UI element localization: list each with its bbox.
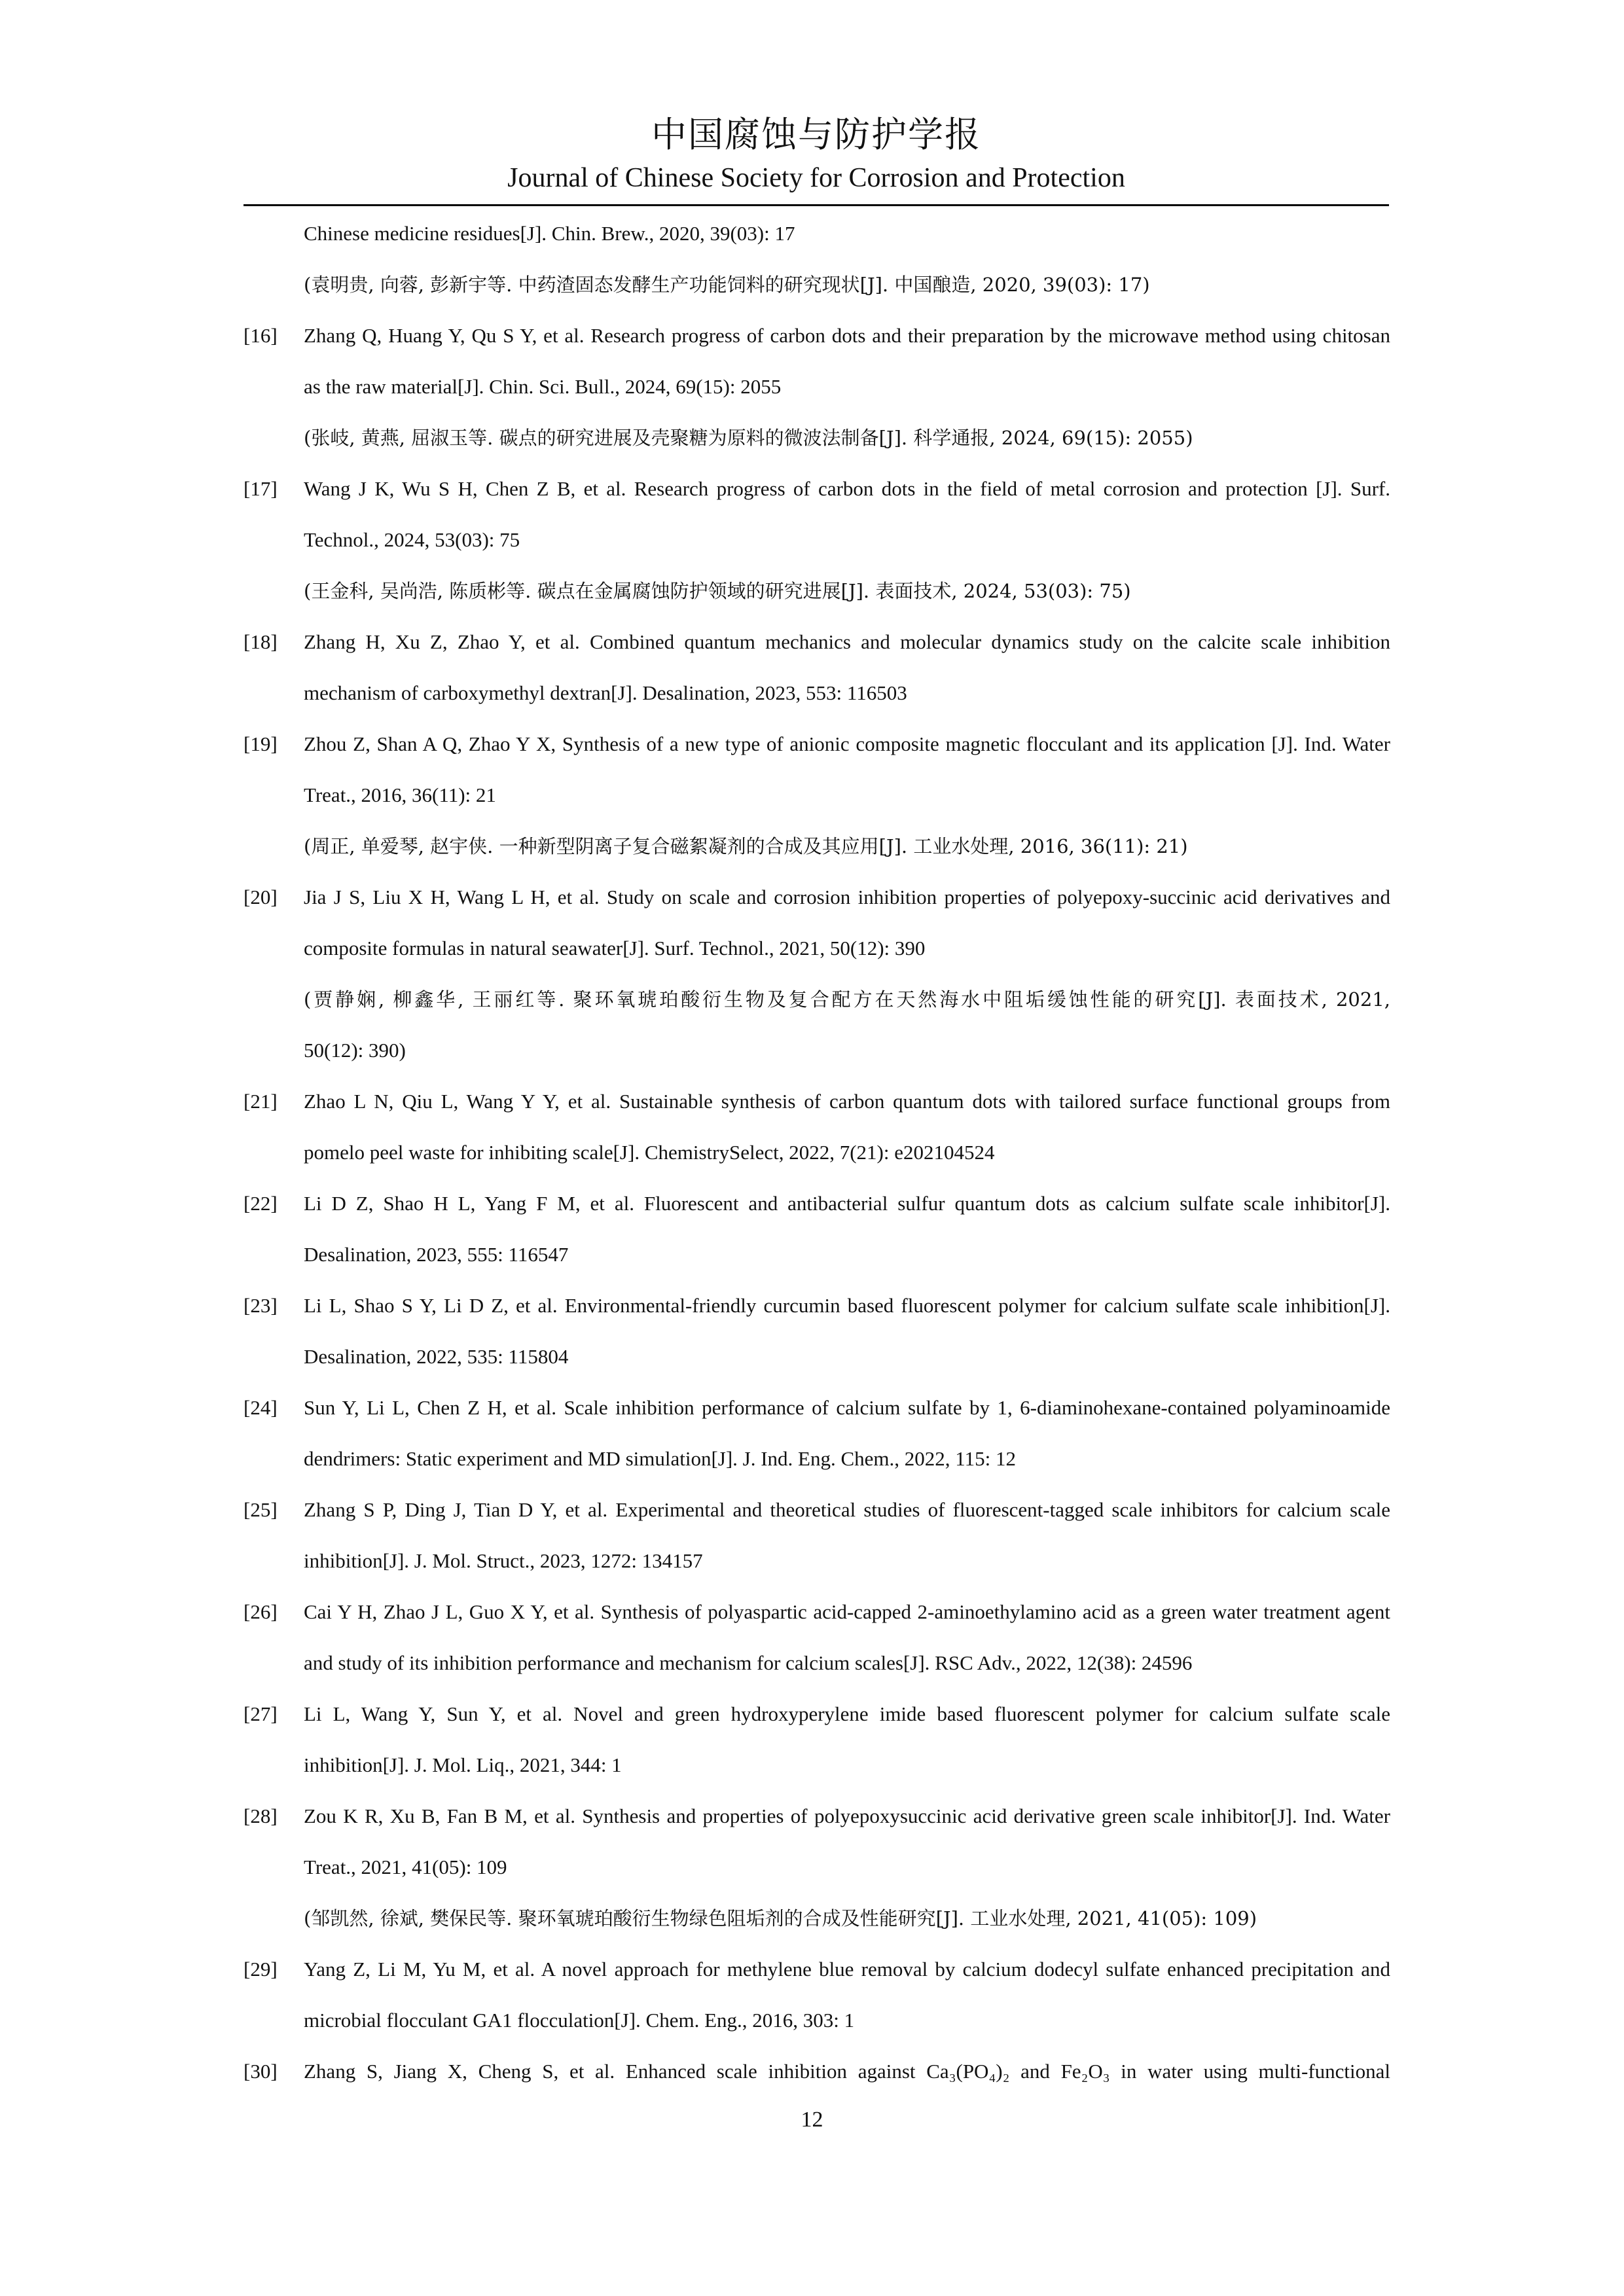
reference-line <box>244 361 1390 412</box>
reference-number: [21] <box>244 1090 278 1113</box>
reference-text: Treat., 2021, 41(05): 109 <box>304 1856 507 1878</box>
reference-text: Zhang S, Jiang X, Cheng S, et al. Enhanced scale inhibition against Ca₃(PO₄)₂ and Fe₂O₃ in water using multi-functional <box>304 2060 1390 2083</box>
reference-line <box>244 1280 1390 1331</box>
reference-text: (王金科, 吴尚浩, 陈质彬等. 碳点在金属腐蚀防护领域的研究进展[J]. 表面技术, 2024, 53(03): 75) <box>304 580 1131 602</box>
reference-text: Li L, Shao S Y, Li D Z, et al. Environmental-friendly curcumin based fluorescent polymer for calcium sulfate scale inhibition[J]. <box>304 1294 1390 1317</box>
reference-number: [19] <box>244 732 278 755</box>
reference-line <box>244 1587 1390 1638</box>
reference-line <box>244 1689 1390 1740</box>
reference-text: composite formulas in natural seawater[J]. Surf. Technol., 2021, 50(12): 390 <box>304 937 926 960</box>
reference-line <box>244 1382 1390 1433</box>
reference-text: Zhang S P, Ding J, Tian D Y, et al. Experimental and theoretical studies of fluorescent-tagged scale inhibitors for calcium scale <box>304 1498 1390 1521</box>
reference-line <box>244 1127 1390 1178</box>
reference-list <box>244 208 1390 2097</box>
reference-text: and study of its inhibition performance and mechanism for calcium scales[J]. RSC Adv., 2022, 12(38): 24596 <box>304 1651 1193 1674</box>
reference-line <box>244 1229 1390 1280</box>
reference-line <box>244 821 1390 872</box>
reference-number: [25] <box>244 1498 278 1521</box>
reference-text: (袁明贵, 向蓉, 彭新宇等. 中药渣固态发酵生产功能饲料的研究现状[J]. 中国酿造, 2020, 39(03): 17) <box>304 274 1150 296</box>
reference-text: Yang Z, Li M, Yu M, et al. A novel approach for methylene blue removal by calcium dodecyl sulfate enhanced precipitation and <box>304 1958 1390 1981</box>
reference-text: Treat., 2016, 36(11): 21 <box>304 783 496 806</box>
reference-text: Jia J S, Liu X H, Wang L H, et al. Study on scale and corrosion inhibition properties of polyepoxy-succinic acid derivatives and <box>304 886 1390 908</box>
reference-line <box>244 463 1390 514</box>
reference-text: Zhou Z, Shan A Q, Zhao Y X, Synthesis of a new type of anionic composite magnetic flocculant and its application [J]. Ind. Water <box>304 732 1390 755</box>
reference-line <box>244 1025 1390 1076</box>
reference-line <box>244 514 1390 565</box>
reference-line <box>244 412 1390 463</box>
reference-line <box>244 1638 1390 1689</box>
reference-line <box>244 1331 1390 1382</box>
reference-text: Zou K R, Xu B, Fan B M, et al. Synthesis and properties of polyepoxysuccinic acid derivative green scale inhibitor[J]. Ind. Water <box>304 1804 1390 1827</box>
reference-number: [20] <box>244 886 278 908</box>
reference-text: (周正, 单爱琴, 赵宇侠. 一种新型阴离子复合磁絮凝剂的合成及其应用[J]. 工业水处理, 2016, 36(11): 21) <box>304 835 1188 857</box>
reference-line <box>244 923 1390 974</box>
reference-line <box>244 1740 1390 1791</box>
reference-line <box>244 1944 1390 1995</box>
reference-text: dendrimers: Static experiment and MD simulation[J]. J. Ind. Eng. Chem., 2022, 115: 12 <box>304 1447 1016 1470</box>
reference-line <box>244 1893 1390 1944</box>
reference-number: [29] <box>244 1958 278 1981</box>
reference-number: [30] <box>244 2060 278 2083</box>
reference-text: mechanism of carboxymethyl dextran[J]. Desalination, 2023, 553: 116503 <box>304 681 907 704</box>
reference-line <box>244 1842 1390 1893</box>
reference-number: [23] <box>244 1294 278 1317</box>
reference-line <box>244 208 1390 259</box>
reference-text: Li D Z, Shao H L, Yang F M, et al. Fluorescent and antibacterial sulfur quantum dots as calcium sulfate scale inhibitor[J]. <box>304 1192 1390 1215</box>
reference-text: Sun Y, Li L, Chen Z H, et al. Scale inhibition performance of calcium sulfate by 1, 6-diaminohexane-contained polyaminoamide <box>304 1396 1390 1419</box>
reference-line <box>244 974 1390 1025</box>
reference-text: pomelo peel waste for inhibiting scale[J]. ChemistrySelect, 2022, 7(21): e202104524 <box>304 1141 995 1164</box>
reference-line <box>244 872 1390 923</box>
reference-text: Desalination, 2023, 555: 116547 <box>304 1243 569 1266</box>
reference-number: [16] <box>244 324 278 347</box>
reference-number: [26] <box>244 1600 278 1623</box>
reference-text: inhibition[J]. J. Mol. Struct., 2023, 1272: 134157 <box>304 1549 703 1572</box>
reference-line <box>244 617 1390 668</box>
reference-text: Li L, Wang Y, Sun Y, et al. Novel and green hydroxyperylene imide based fluorescent polymer for calcium sulfate scale <box>304 1702 1390 1725</box>
reference-text: Wang J K, Wu S H, Chen Z B, et al. Research progress of carbon dots in the field of metal corrosion and protection [J]. Surf. <box>304 477 1390 500</box>
reference-text: Zhang Q, Huang Y, Qu S Y, et al. Research progress of carbon dots and their preparation by the microwave method using chitosan <box>304 324 1390 347</box>
reference-text: Cai Y H, Zhao J L, Guo X Y, et al. Synthesis of polyaspartic acid-capped 2-aminoethylamino acid as a green water treatment agent <box>304 1600 1390 1623</box>
journal-title-en: Journal of Chinese Society for Corrosion and Protection <box>507 163 1125 193</box>
reference-number: [22] <box>244 1192 278 1215</box>
reference-line <box>244 310 1390 361</box>
reference-number: [17] <box>244 477 278 500</box>
reference-number: [18] <box>244 630 278 653</box>
reference-text: Technol., 2024, 53(03): 75 <box>304 528 520 551</box>
reference-text: Chinese medicine residues[J]. Chin. Brew., 2020, 39(03): 17 <box>304 222 795 245</box>
reference-number: [28] <box>244 1804 278 1827</box>
reference-line <box>244 1995 1390 2046</box>
reference-line <box>244 565 1390 617</box>
reference-text: Desalination, 2022, 535: 115804 <box>304 1345 569 1368</box>
page-number: 12 <box>801 2108 823 2132</box>
reference-line <box>244 719 1390 770</box>
journal-header <box>244 110 1389 196</box>
reference-line <box>244 259 1390 310</box>
reference-text: (邹凯然, 徐斌, 樊保民等. 聚环氧琥珀酸衍生物绿色阻垢剂的合成及性能研究[J]. 工业水处理, 2021, 41(05): 109) <box>304 1907 1257 1929</box>
reference-text: (张岐, 黄燕, 屈淑玉等. 碳点的研究进展及壳聚糖为原料的微波法制备[J]. 科学通报, 2024, 69(15): 2055) <box>304 427 1193 449</box>
reference-line <box>244 1535 1390 1587</box>
reference-text: Zhao L N, Qiu L, Wang Y Y, et al. Sustainable synthesis of carbon quantum dots with tailored surface functional groups from <box>304 1090 1390 1113</box>
reference-number: [24] <box>244 1396 278 1419</box>
reference-text: Zhang H, Xu Z, Zhao Y, et al. Combined quantum mechanics and molecular dynamics study on the calcite scale inhibition <box>304 630 1390 653</box>
reference-line <box>244 1076 1390 1127</box>
reference-number: [27] <box>244 1702 278 1725</box>
reference-line <box>244 1433 1390 1484</box>
reference-text: 50(12): 390) <box>304 1039 406 1062</box>
reference-line <box>244 2046 1390 2097</box>
header-rule <box>244 204 1389 206</box>
reference-line <box>244 668 1390 719</box>
reference-line <box>244 1484 1390 1535</box>
reference-line <box>244 1791 1390 1842</box>
reference-text: inhibition[J]. J. Mol. Liq., 2021, 344: 1 <box>304 1753 622 1776</box>
reference-text: (贾静娴, 柳鑫华, 王丽红等. 聚环氧琥珀酸衍生物及复合配方在天然海水中阻垢缓蚀性能的研究[J]. 表面技术, 2021, <box>304 988 1390 1011</box>
reference-line <box>244 770 1390 821</box>
reference-text: as the raw material[J]. Chin. Sci. Bull., 2024, 69(15): 2055 <box>304 375 782 398</box>
reference-line <box>244 1178 1390 1229</box>
reference-text: microbial flocculant GA1 flocculation[J]. Chem. Eng., 2016, 303: 1 <box>304 2009 855 2032</box>
journal-title-cn: 中国腐蚀与防护学报 <box>651 114 981 155</box>
